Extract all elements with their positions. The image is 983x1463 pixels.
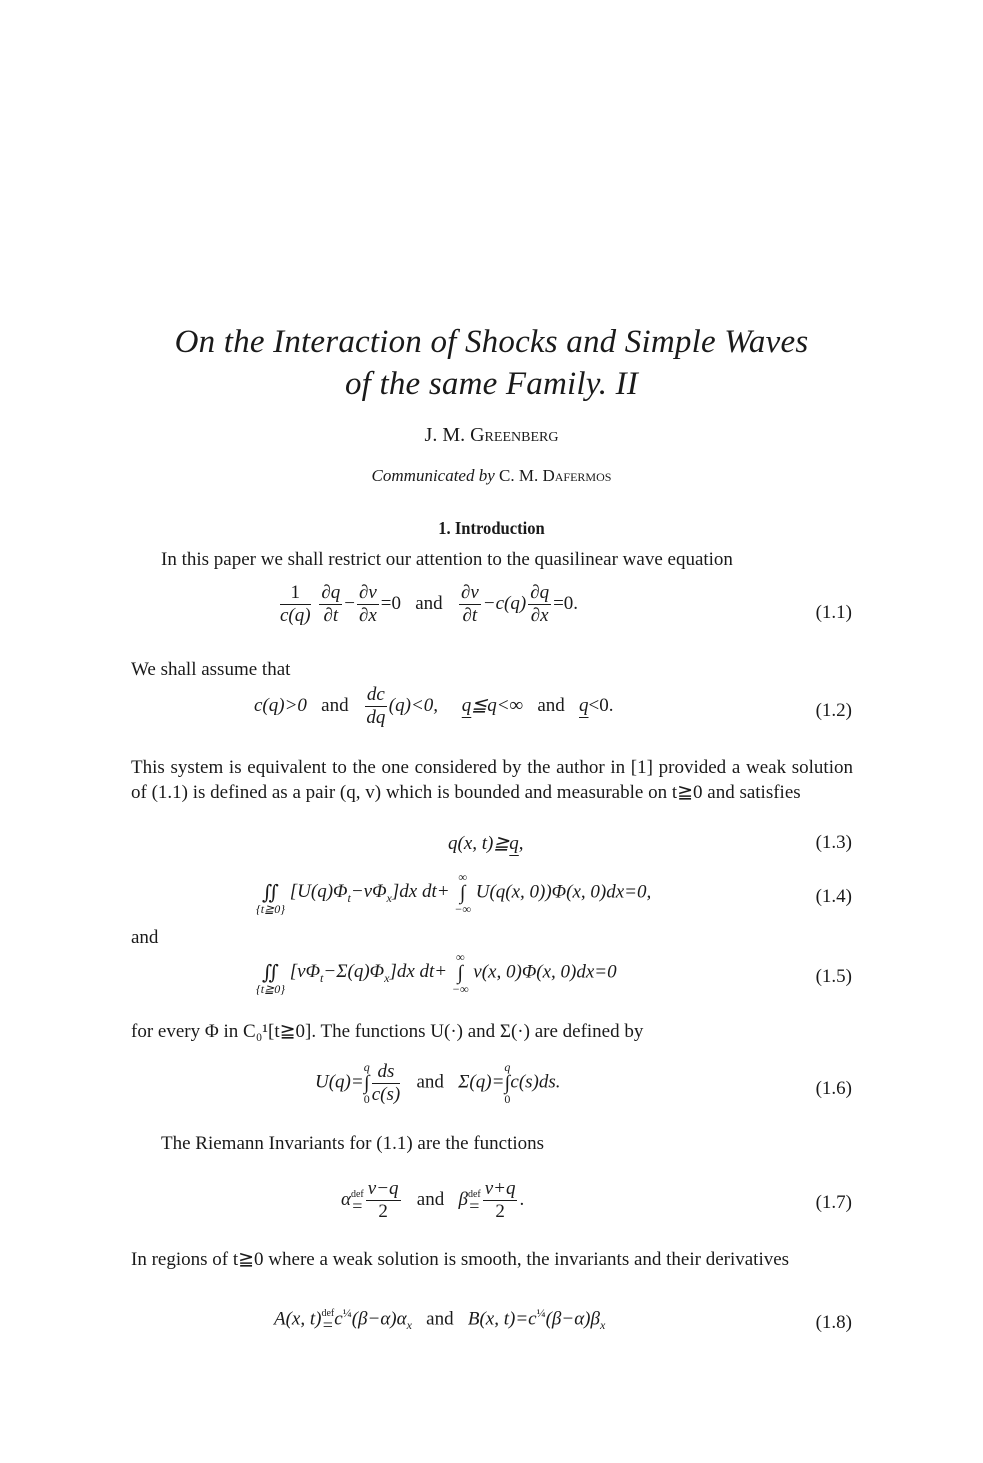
lower-limit: 0 <box>363 1092 370 1106</box>
equation-number: (1.7) <box>815 1192 852 1213</box>
paragraph-and: and <box>131 927 159 948</box>
numerator: ∂q <box>321 582 341 603</box>
def-label: def <box>321 1307 335 1319</box>
integral: q ∫ 0 <box>504 1060 511 1106</box>
denominator: ∂x <box>530 605 549 626</box>
term: [U(q)Φ <box>289 881 348 903</box>
term: ]dx dt+ <box>389 961 448 983</box>
alpha: α <box>341 1188 351 1210</box>
author <box>0 424 983 447</box>
denominator: dq <box>366 707 386 728</box>
paragraph-functions: for every Φ in C₀¹[t≧0]. The functions U(·) and Σ(·) are defined by <box>131 1021 644 1042</box>
conjunction: and <box>426 1308 454 1330</box>
conjunction: and <box>416 1071 444 1093</box>
subscript: x <box>406 1318 412 1333</box>
lower-limit: 0 <box>504 1092 511 1106</box>
equation-1-8 <box>274 1306 605 1333</box>
def-equals: def = <box>467 1188 481 1216</box>
author-name: J. M. Greenberg <box>424 424 559 446</box>
equation-number: (1.5) <box>815 966 852 987</box>
fraction <box>483 1178 518 1223</box>
term: c(q)>0 <box>254 694 307 716</box>
fraction <box>528 582 551 627</box>
equation-1-3 <box>448 832 524 855</box>
term: (q)<0, <box>388 694 439 716</box>
region: {t≧0} <box>256 902 285 916</box>
term: q(x, t)≧ <box>448 833 510 854</box>
paper-title-line-1: On the Interaction of Shocks and Simple Waves <box>174 324 809 360</box>
term: U(q(x, 0))Φ(x, 0)dx=0, <box>475 881 652 903</box>
paragraph-intro: In this paper we shall restrict our attention to the quasilinear wave equation <box>161 549 733 570</box>
numerator: v−q <box>367 1178 399 1199</box>
paragraph-derivatives: In regions of t≧0 where a weak solution is smooth, the invariants and their derivatives <box>131 1249 790 1270</box>
term: Σ(q)= <box>458 1071 505 1093</box>
fraction <box>319 582 342 627</box>
equation-number: (1.2) <box>815 700 852 721</box>
denominator: 2 <box>378 1201 388 1222</box>
q-lower-bound: q <box>461 694 472 716</box>
term: (β−α)α <box>351 1308 407 1330</box>
upper-limit: ∞ <box>455 950 465 964</box>
term: −Σ(q)Φ <box>323 961 385 983</box>
equation-number: (1.6) <box>815 1078 852 1099</box>
conjunction: and <box>537 694 565 716</box>
fraction <box>372 1061 400 1106</box>
denominator: c(q) <box>280 605 311 626</box>
section-heading: 1. Introduction <box>438 518 545 538</box>
equation-1-6 <box>315 1060 561 1106</box>
fraction <box>366 1178 401 1223</box>
superscript: ¼ <box>342 1306 352 1320</box>
numerator: ∂q <box>530 582 550 603</box>
def-label: def <box>467 1188 481 1200</box>
paragraph-assume: We shall assume that <box>131 659 291 680</box>
upper-limit: q <box>363 1060 370 1074</box>
denominator: 2 <box>495 1201 505 1222</box>
term: (β−α)β <box>545 1308 600 1330</box>
beta: β <box>458 1188 468 1210</box>
numerator: 1 <box>280 582 311 605</box>
fraction <box>357 582 379 627</box>
equals: =0. <box>553 592 579 614</box>
equation-number: (1.1) <box>815 602 852 623</box>
lower-limit: −∞ <box>451 982 469 996</box>
term: B(x, t)=c <box>467 1308 537 1330</box>
paper-title-line-2: of the same Family. II <box>344 366 639 402</box>
punct: . <box>519 1188 525 1210</box>
term: ≦q<∞ <box>471 694 524 716</box>
equation-1-5 <box>256 950 617 996</box>
subscript: t <box>320 971 324 986</box>
integral: ∞ ∫ −∞ <box>451 950 469 996</box>
subscript: x <box>599 1318 606 1333</box>
fraction <box>365 684 387 729</box>
communicated-by <box>0 466 983 486</box>
def-label: def <box>350 1188 364 1200</box>
punct: , <box>518 833 524 854</box>
subscript: x <box>386 891 392 906</box>
term: c <box>334 1308 343 1330</box>
numerator: ∂v <box>358 582 377 603</box>
region: {t≧0} <box>256 982 285 996</box>
numerator: ds <box>372 1061 400 1084</box>
term: <0. <box>588 694 614 716</box>
numerator: ∂v <box>460 582 479 603</box>
equation-number: (1.4) <box>815 886 852 907</box>
double-integral: ∬ {t≧0} <box>256 882 285 916</box>
upper-limit: ∞ <box>458 870 467 884</box>
fraction <box>459 582 481 627</box>
numerator: dc <box>366 684 385 705</box>
double-integral: ∬ {t≧0} <box>256 962 285 996</box>
communicator-name: C. M. Dafermos <box>499 466 612 485</box>
conjunction: and <box>415 592 443 614</box>
q-lower-bound: q <box>509 833 519 854</box>
term: ]dx dt+ <box>391 881 450 903</box>
q-lower-bound: q <box>579 694 589 716</box>
term: A(x, t) <box>274 1308 322 1330</box>
denominator: ∂x <box>358 605 377 626</box>
equation-1-7 <box>341 1178 524 1223</box>
def-equals: def = <box>321 1307 335 1335</box>
subscript: t <box>347 891 351 906</box>
paragraph-riemann: The Riemann Invariants for (1.1) are the functions <box>161 1133 545 1154</box>
integral: ∞ ∫ −∞ <box>454 870 471 916</box>
term: c(s)ds. <box>510 1071 561 1093</box>
equation-1-4 <box>256 870 651 916</box>
upper-limit: q <box>504 1060 511 1074</box>
numerator: v+q <box>484 1178 516 1199</box>
equation-number: (1.8) <box>815 1312 852 1333</box>
paragraph-weak-solution: This system is equivalent to the one considered by the author in [1] provided a weak solution of (1.1) is defined as a pair (q, v) which is bounded and measurable on t≧0 and satisfies <box>131 757 853 803</box>
def-equals: def = <box>350 1188 364 1216</box>
equation-1-1: $\frac{1}{c(q)}$ $\frac{\partial q}{\partial t}$ − $\frac{\partial v}{\partial x}$ =0 and $\frac{\partial v}{\partial t}$ −c(q) $\frac{\partial q}{\partial x}$ =0. <box>280 582 579 626</box>
conjunction: and <box>416 1188 445 1210</box>
denominator: ∂t <box>323 605 339 626</box>
term: −c(q) <box>482 592 527 614</box>
equation-number: (1.3) <box>815 832 852 853</box>
term: [vΦ <box>289 961 321 983</box>
integral: q ∫ 0 <box>363 1060 370 1106</box>
term: −vΦ <box>350 881 387 903</box>
superscript: ¼ <box>536 1306 546 1320</box>
lower-limit: −∞ <box>454 902 471 916</box>
equation-1-2 <box>254 684 613 729</box>
equals: =0 <box>380 592 401 614</box>
term: v(x, 0)Φ(x, 0)dx=0 <box>473 961 617 983</box>
communicated-prefix: Communicated by <box>371 466 495 485</box>
subscript: x <box>384 971 390 986</box>
term: U(q)= <box>315 1071 364 1093</box>
conjunction: and <box>321 694 349 716</box>
denominator: c(s) <box>371 1083 401 1105</box>
fraction <box>280 582 311 627</box>
denominator: ∂t <box>462 605 478 626</box>
